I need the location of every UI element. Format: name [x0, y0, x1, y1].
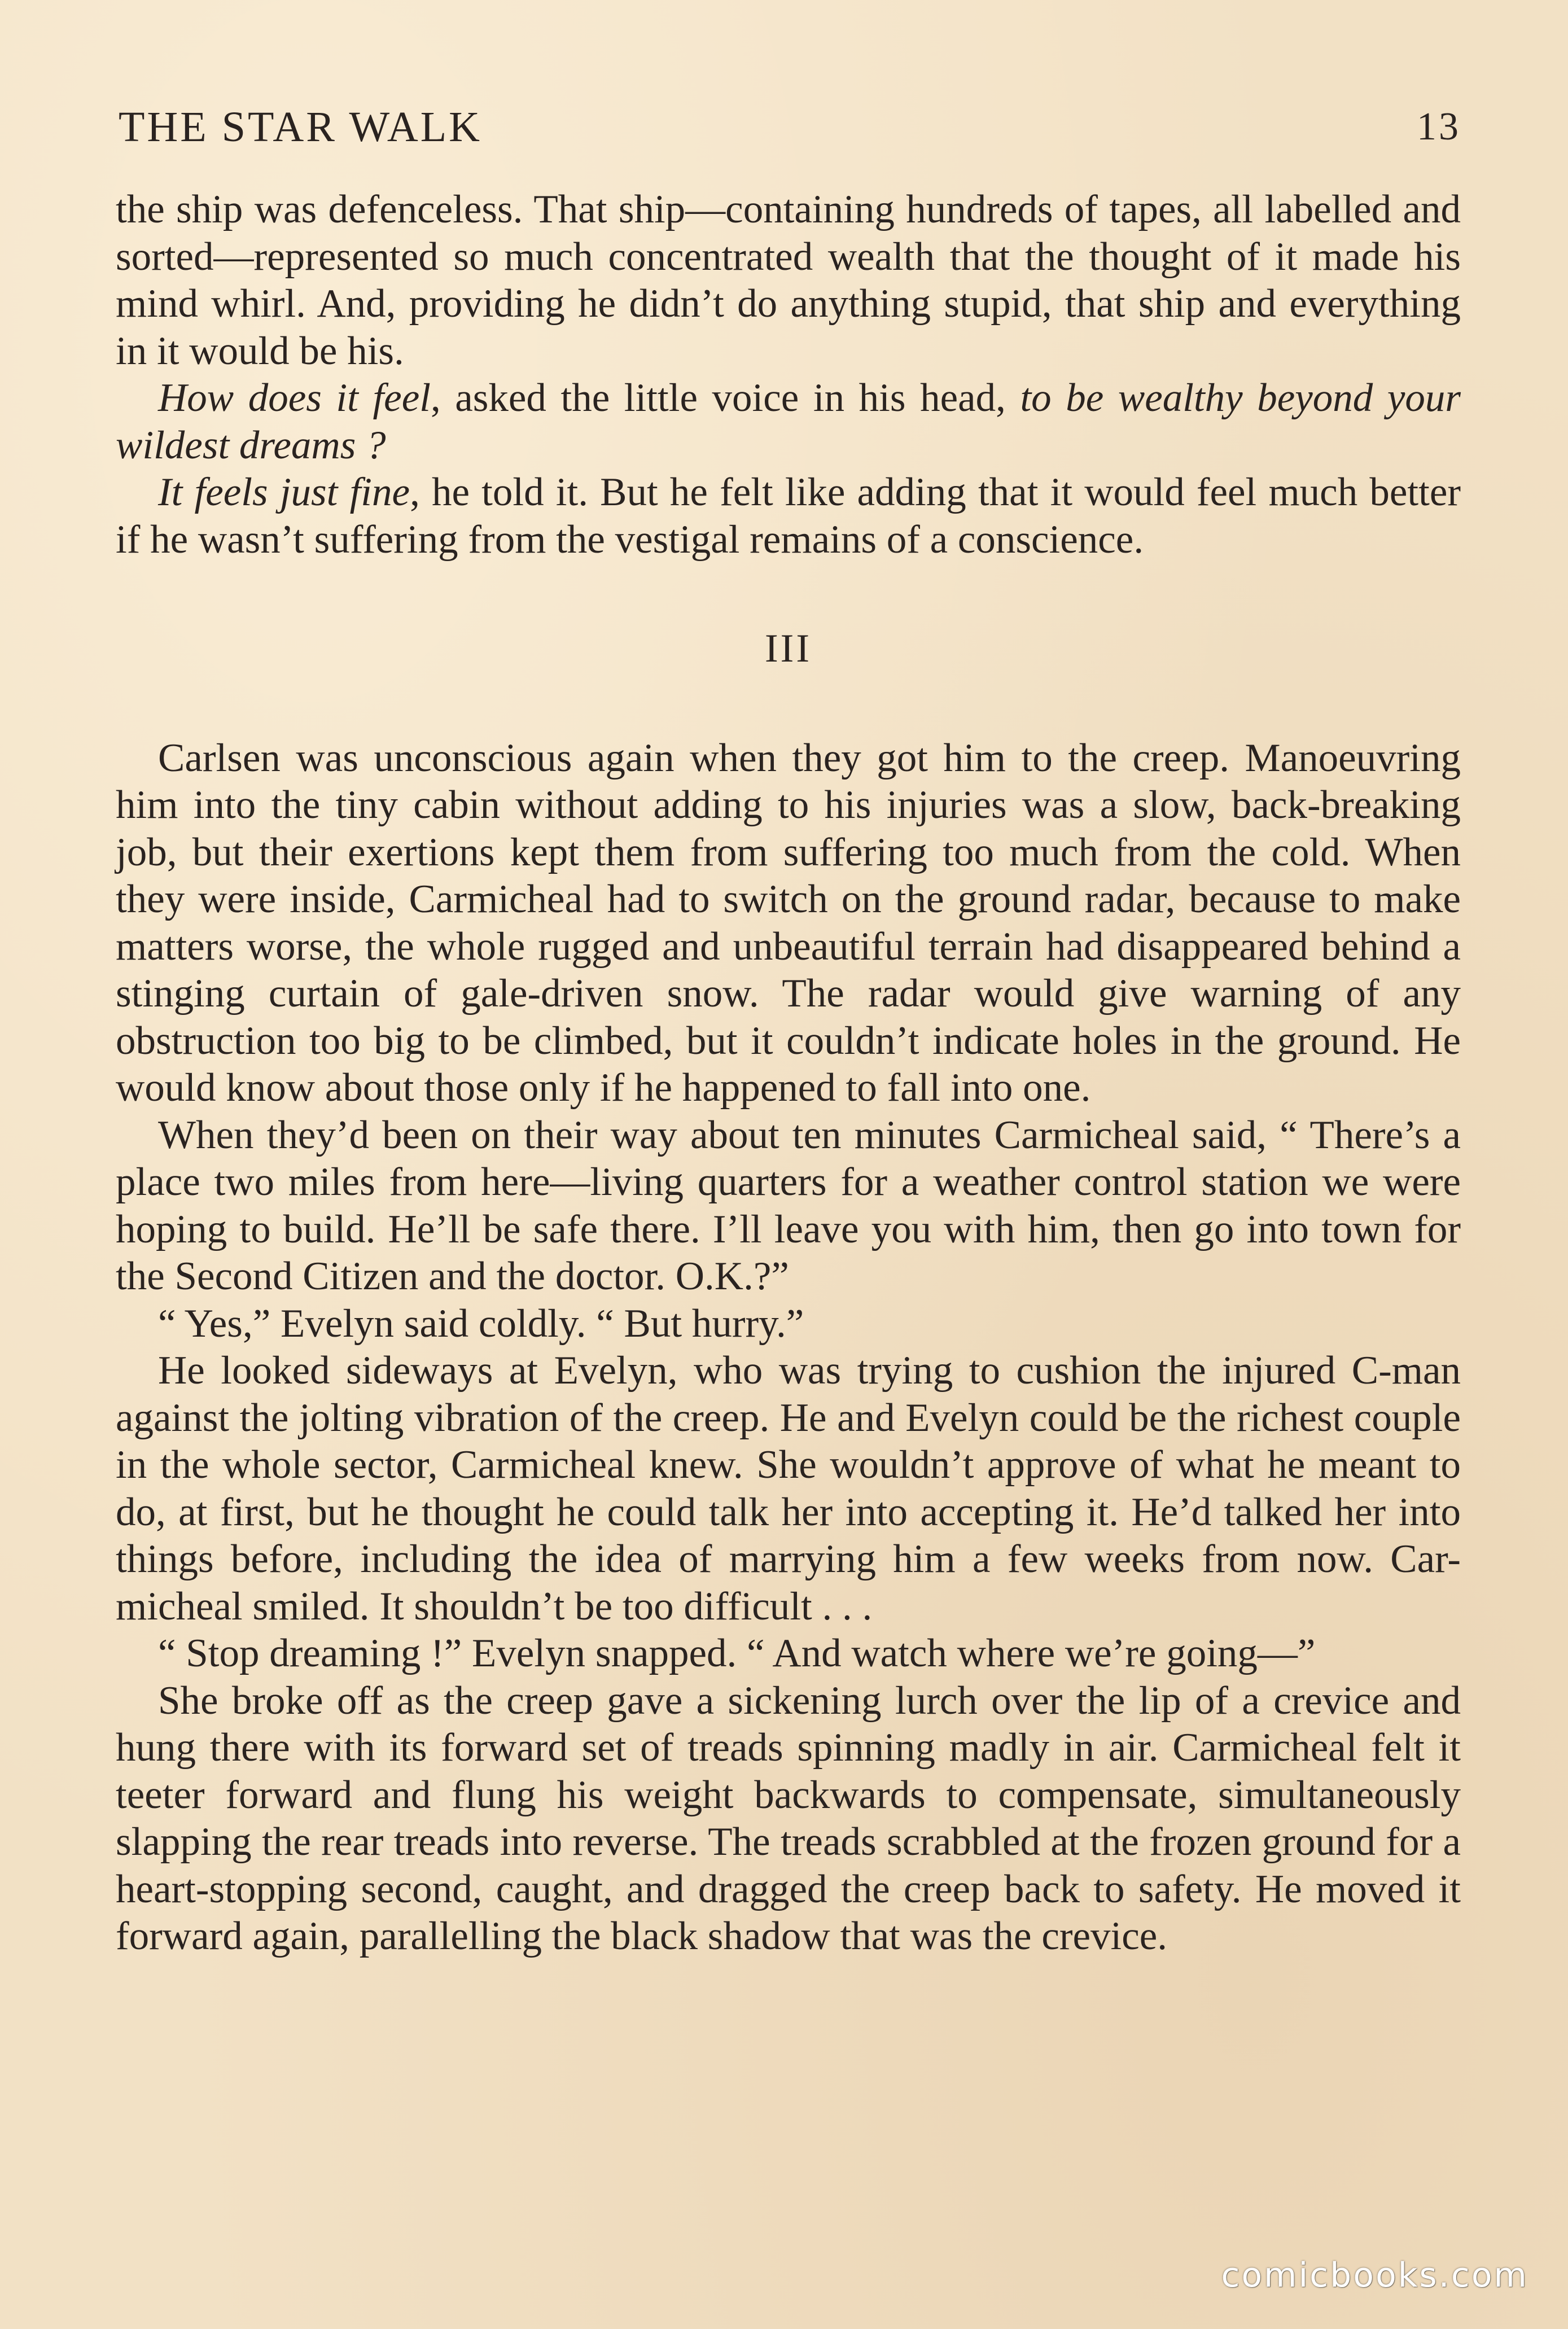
paragraph-italic-thought: [116, 375, 1461, 469]
watermark: comicbooks.com: [1221, 2256, 1528, 2295]
paragraph: She broke off as the creep gave a sickening lurch over the lip of a crevice and hung there with its forward set of treads spinning madly in air. Carmicheal felt it teeter forward and flung his weight backwards to compensate, simultaneously slapping the rear treads into reverse. The treads scrabbled at the frozen ground for a heart-stopping second, caught, and dragged the creep back to safety. He moved it forward again, parallelling the black shadow that was the crevice.: [116, 1678, 1461, 1958]
italic-phrase: It feels just fine: [158, 470, 410, 514]
plain-phrase: , asked the little voice in his head,: [430, 376, 1020, 420]
section-heading: III: [765, 627, 812, 671]
paragraph: the ship was defenceless. That ship—containing hundreds of tapes, all labelled and sorted—represented so much concentrated wealth that the thought of it made his mind whirl. And, providing he didn’t do anything stupid, that ship and everything in it would be his.: [116, 187, 1461, 373]
page-number: 13: [1417, 105, 1461, 148]
paragraph: Carlsen was unconscious again when they got him to the creep. Manoeuvring him into the tiny cabin without adding to his injuries was a slow, back-breaking job, but their exertions kept them from suffering too much from the cold. When they were inside, Carmicheal had to switch on the ground radar, because to make matters worse, the whole rugged and unbeautiful terrain had disappeared behind a stinging curtain of gale-driven snow. The radar would give warning of any obstruction too big to be climbed, but it couldn’t indicate holes in the ground. He would know about those only if he happened to fall into one.: [116, 736, 1461, 1110]
italic-phrase: How does it feel: [158, 376, 431, 420]
paragraph-italic-reply: [116, 469, 1461, 563]
body-text: [116, 186, 1461, 1960]
paragraph: “ Yes,” Evelyn said coldly. “ But hurry.”: [158, 1301, 804, 1346]
running-title: THE STAR WALK: [119, 103, 483, 151]
italic-phrase: to be wealthy beyond your wildest dreams ?: [116, 376, 1461, 467]
paragraph: “ Stop dreaming !” Evelyn snapped. “ And watch where we’re going—”: [158, 1631, 1316, 1675]
plain-phrase: , he told it. But he felt like adding that it would feel much better if he wasn’t suffering from the vestigal remains of a conscience.: [116, 470, 1461, 562]
paragraph: He looked sideways at Evelyn, who was trying to cushion the injured C-man against the jolting vibration of the creep. He and Evelyn could be the richest couple in the whole sector, Carmicheal knew. She wouldn’t approve of what he meant to do, at first, but he thought he could talk her into accepting it. He’d talked her into things before, including the idea of marrying him a few weeks from now. Car-micheal smiled. It shouldn’t be too difficult . . .: [116, 1349, 1461, 1628]
running-header: [119, 96, 1461, 158]
paragraph: When they’d been on their way about ten minutes Carmicheal said, “ There’s a place two miles from here—living quarters for a weather control station we were hoping to build. He’ll be safe there. I’ll leave you with him, then go into town for the Second Citizen and the doctor. O.K.?”: [116, 1113, 1461, 1298]
